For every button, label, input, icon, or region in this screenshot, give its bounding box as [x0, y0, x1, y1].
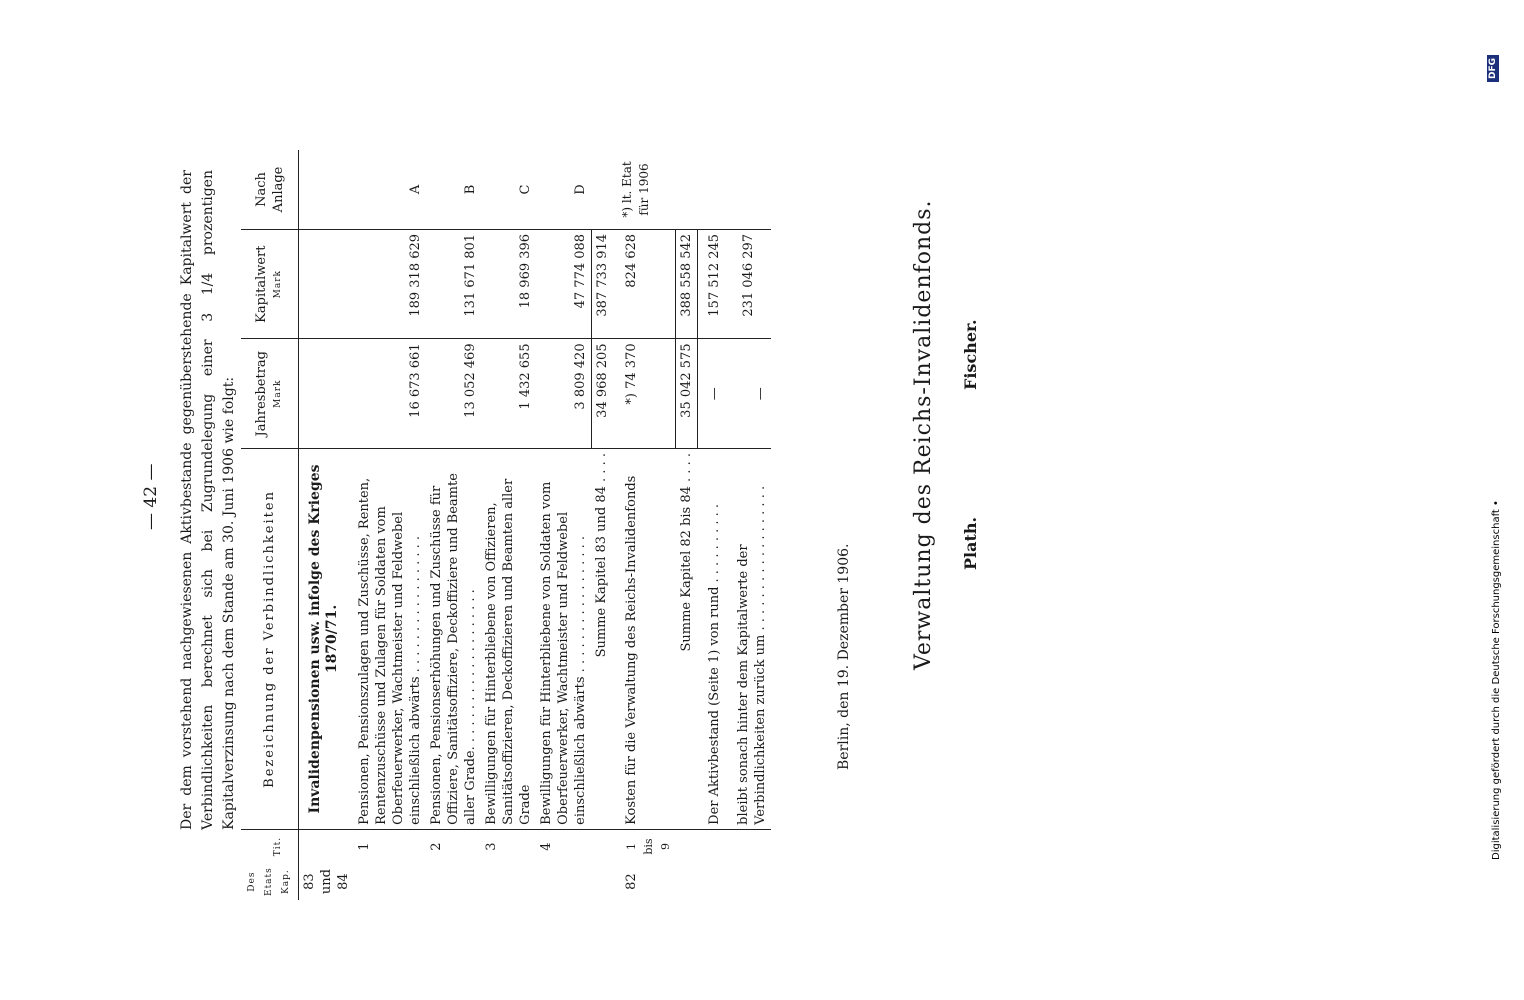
row-text: Pensionen, Pensionszulagen und Zuschüsse, Renten, Rentenzuschüsse und Zulagen für Soldaten vom Oberfeuerwerker, Wachtmeister und Feldwebel einschließlich abwärts . . . . . . . . . . . . . . . . .	[354, 449, 426, 830]
row-kapitalwert: 824 628	[613, 229, 676, 338]
row-anlage: B	[463, 184, 478, 195]
sum-jahresbetrag: 34 968 205	[591, 339, 613, 449]
row-jahresbetrag: 13 052 469	[426, 339, 481, 449]
row-kap: 82	[623, 873, 639, 890]
sum-label: Summe Kapitel 83 und 84 . . . .	[591, 449, 613, 830]
section-kap: 83 und 84	[302, 869, 351, 895]
table-row	[354, 150, 426, 900]
row-anlage: A	[408, 184, 423, 195]
aktiv-kapitalwert: 157 512 245	[698, 229, 726, 338]
aktiv-row	[698, 150, 726, 900]
row-jahresbetrag: *) 74 370	[613, 339, 676, 449]
header-nach-anlage: Nach Anlage	[241, 150, 299, 229]
row-tit: 1	[354, 829, 426, 863]
row-kapitalwert: 189 318 629	[354, 229, 426, 338]
sum-row-82-84	[676, 150, 698, 900]
header-kap: Des Etats Kap.	[241, 863, 299, 900]
rest-kapitalwert: 231 046 297	[725, 229, 771, 338]
table-row	[426, 150, 481, 900]
aktiv-jahresbetrag: —	[698, 339, 726, 449]
row-text: Bewilligungen für Hinterbliebene von Soldaten vom Oberfeuerwerker, Wachtmeister und Feldwebel einschließlich abwärts . . . . . . . . . . . . . . . . .	[536, 449, 591, 830]
page-number: — 42 —	[141, 463, 161, 530]
header-etats: Des Etats	[247, 867, 274, 896]
rest-row	[725, 150, 771, 900]
header-tit: Tit.	[241, 829, 299, 863]
signature-fischer: Fischer.	[961, 319, 980, 390]
aktiv-text: Der Aktivbestand (Seite 1) von rund . . . . . . . . . .	[698, 449, 726, 830]
digitization-credit: Digitalisierung gefördert durch die Deutsche Forschungsgemeinschaft •	[1491, 500, 1502, 860]
rest-jahresbetrag: —	[725, 339, 771, 449]
header-bezeichnung: Bezeichnung der Verbindlichkeiten	[241, 449, 299, 830]
row-tit: 1 bis 9	[613, 829, 676, 863]
table-row	[536, 150, 591, 900]
row-jahresbetrag: 3 809 420	[536, 339, 591, 449]
rest-text: bleibt sonach hinter dem Kapitalwerte der Verbindlichkeiten zurück um . . . . . . . . . . . . . . . . . .	[725, 449, 771, 830]
row-anlage: *) lt. Etat für 1906	[619, 161, 651, 218]
dfg-logo: DFG	[1487, 55, 1499, 82]
liabilities-table	[241, 150, 771, 900]
row-jahresbetrag: 1 432 655	[481, 339, 536, 449]
row-text: Bewilligungen für Hinterbliebene von Offizieren, Sanitätsoffizieren, Deckoffizieren und Beamten aller Grade	[481, 449, 536, 830]
sum-kapitalwert: 387 733 914	[591, 229, 613, 338]
header-kapitalwert: Kapitalwert Mark	[241, 229, 299, 338]
section-title: Invalidenpensionen usw. infolge des Krieges 1870/71.	[299, 449, 355, 830]
section-row	[299, 150, 355, 900]
table-row	[481, 150, 536, 900]
row-text: Kosten für die Verwaltung des Reichs-Invalidenfonds	[613, 449, 676, 830]
row-tit: 4	[536, 829, 591, 863]
table-header	[241, 150, 299, 900]
intro-text: Der dem vorstehend nachgewiesenen Aktivbestande gegenüberstehende Kapitalwert der Verbindlichkeiten berechnet sich bei Zugrundelegung einer 3 1/4 prozentigen Kapitalverzinsung nach dem Stande am 30. Juni 1906 wie folgt:	[179, 170, 237, 830]
sum-label: Summe Kapitel 82 bis 84 . . . .	[676, 449, 698, 830]
row-text: Pensionen, Pensionserhöhungen und Zuschüsse für Offiziere, Sanitätsoffiziere, Deckoffiziere und Beamte aller Grade. . . . . . . . . . . . . . . . . . . .	[426, 449, 481, 830]
row-jahresbetrag: 16 673 661	[354, 339, 426, 449]
sum-row-83-84	[591, 150, 613, 900]
header-jahresbetrag: Jahresbetrag Mark	[241, 339, 299, 449]
rotated-page	[141, 0, 1524, 1000]
sum-jahresbetrag: 35 042 575	[676, 339, 698, 449]
sum-kapitalwert: 388 558 542	[676, 229, 698, 338]
row-kapitalwert: 47 774 088	[536, 229, 591, 338]
table-row-82	[613, 150, 676, 900]
row-tit: 3	[481, 829, 536, 863]
signature-plath: Plath.	[961, 516, 980, 570]
row-anlage: C	[518, 184, 533, 195]
date-line: Berlin, den 19. Dezember 1906.	[836, 543, 852, 770]
row-kapitalwert: 18 969 396	[481, 229, 536, 338]
header-mark: Mark	[272, 379, 283, 408]
authority-heading: Verwaltung des Reichs-Invalidenfonds.	[911, 199, 936, 670]
row-kapitalwert: 131 671 801	[426, 229, 481, 338]
row-anlage: D	[573, 184, 588, 195]
intro-paragraph	[177, 170, 240, 830]
row-tit: 2	[426, 829, 481, 863]
